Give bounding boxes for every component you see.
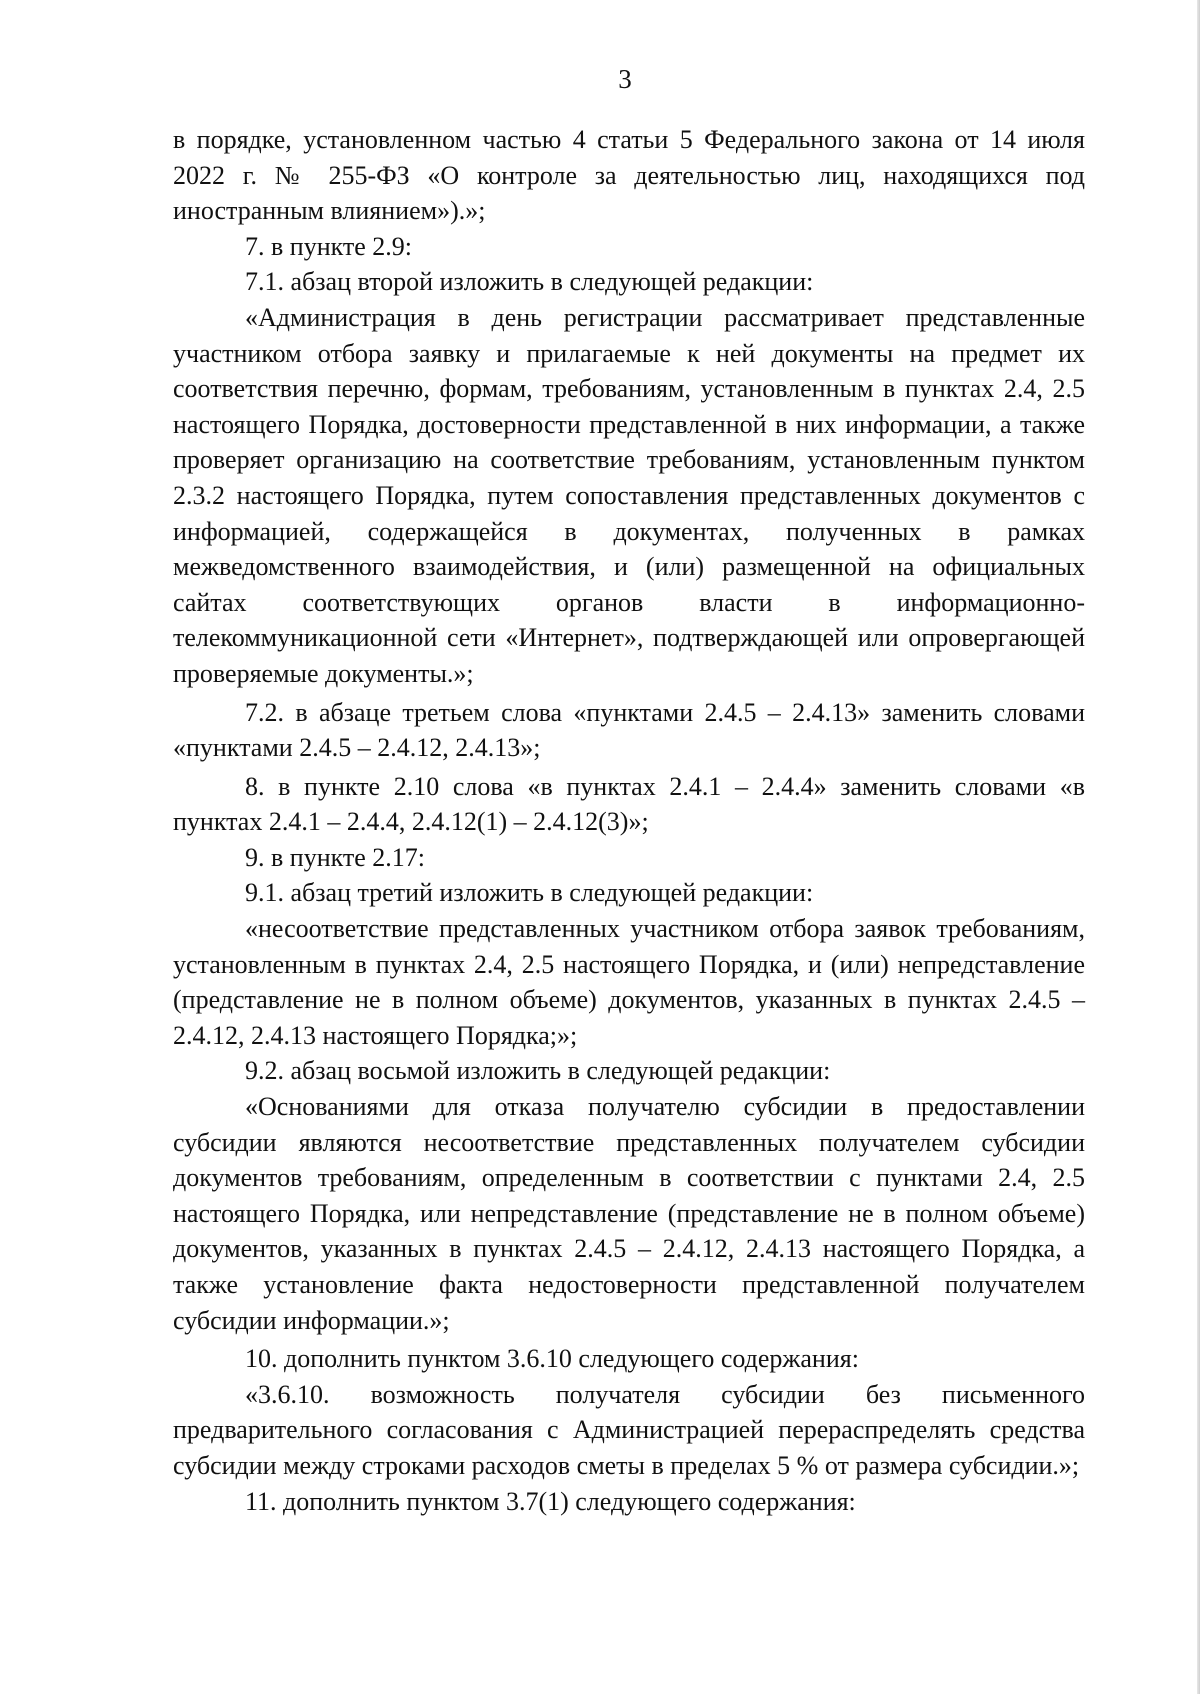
- paragraph-quote-3-6-10: «3.6.10. возможность получателя субсидии без письменного предварительного согласования с Администрацией перераспределять средства субсидии между строками расходов сметы в пределах 5 % от размера субсидии.»;: [173, 1379, 1085, 1480]
- paragraph-item-8: 8. в пункте 2.10 слова «в пунктах 2.4.1 – 2.4.4» заменить словами «в пунктах 2.4.1 – 2.4.4, 2.4.12(1) – 2.4.12(3)»;: [173, 771, 1085, 837]
- paragraph-item-7-2: 7.2. в абзаце третьем слова «пунктами 2.4.5 – 2.4.13» заменить словами «пунктами 2.4.5 – 2.4.12, 2.4.13»;: [173, 697, 1085, 763]
- paragraph-quote-refusal-grounds: «Основаниями для отказа получателю субсидии в предоставлении субсидии являются несоответствие представленных получателем субсидии документов требованиям, определенным в соответствии с пунктами 2.4, 2.5 настоящего Порядка, или непредставление (представление не в полном объеме) документов, указанных в пунктах 2.4.5 – 2.4.12, 2.4.13 настоящего Порядка, а также установление факта недостоверности представленной получателем субсидии информации.»;: [173, 1092, 1085, 1335]
- paragraph-item-9-2: 9.2. абзац восьмой изложить в следующей редакции:: [245, 1056, 831, 1086]
- paragraph-quote-administration: «Администрация в день регистрации рассматривает представленные участником отбора заявку и прилагаемые к ней документы на предмет их соответствия перечню, формам, требованиям, установленным в пунктах 2.4, 2.5 настоящего Порядка, достоверности представленной в них информации, а также проверяет организацию на соответствие требованиям, установленным пунктом 2.3.2 настоящего Порядка, путем сопоставления представленных документов с информацией, содержащейся в документах, полученных в рамках межведомственного взаимодействия, и (или) размещенной на официальных сайтах соответствующих органов власти в информационно-телекоммуникационной сети «Интернет», подтверждающей или опровергающей проверяемые документы.»;: [173, 302, 1085, 688]
- paragraph-continuation: в порядке, установленном частью 4 статьи 5 Федерального закона от 14 июля 2022 г. № 255-ФЗ «О контроле за деятельностью лиц, находящихся под иностранным влиянием»).»;: [173, 125, 1085, 226]
- document-body: [173, 122, 1085, 1519]
- paragraph-item-7: 7. в пункте 2.9:: [245, 231, 413, 261]
- paragraph-item-9: 9. в пункте 2.17:: [245, 842, 426, 872]
- paragraph-item-9-1: 9.1. абзац третий изложить в следующей редакции:: [245, 878, 814, 908]
- paragraph-quote-nonconformity: «несоответствие представленных участником отбора заявок требованиям, установленным в пунктах 2.4, 2.5 настоящего Порядка, и (или) непредставление (представление не в полном объеме) документов, указанных в пунктах 2.4.5 – 2.4.12, 2.4.13 настоящего Порядка;»;: [173, 914, 1085, 1050]
- paragraph-item-10: 10. дополнить пунктом 3.6.10 следующего содержания:: [245, 1344, 859, 1374]
- page-number: 3: [618, 64, 632, 94]
- paragraph-item-11: 11. дополнить пунктом 3.7(1) следующего содержания:: [245, 1486, 856, 1516]
- paragraph-item-7-1: 7.1. абзац второй изложить в следующей редакции:: [245, 267, 814, 297]
